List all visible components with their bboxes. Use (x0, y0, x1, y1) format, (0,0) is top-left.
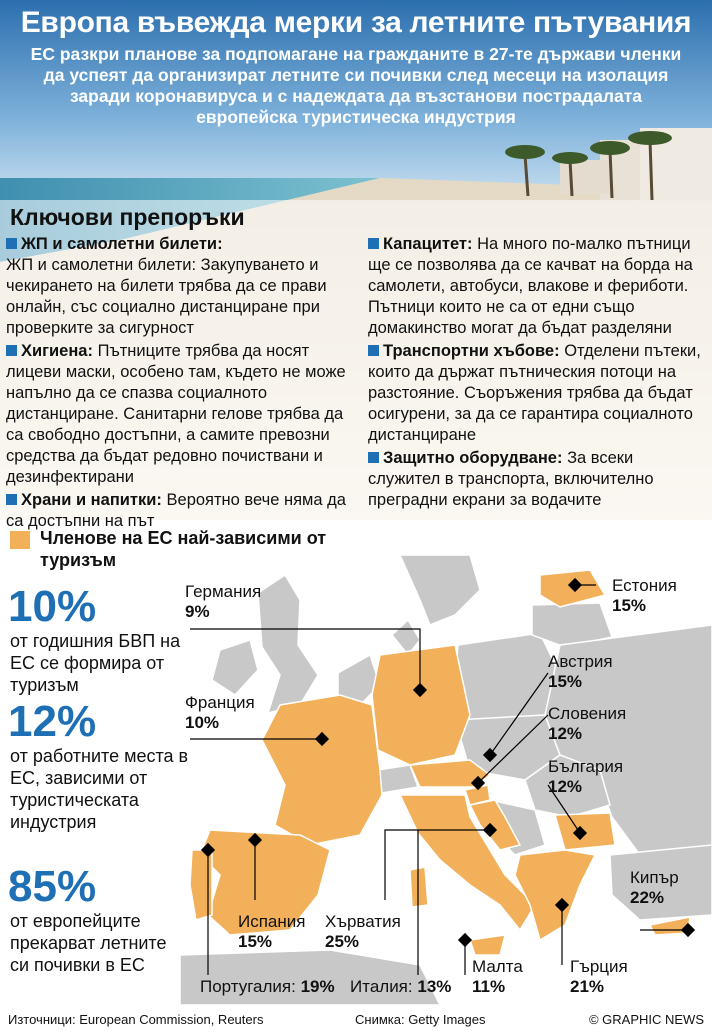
stat-gdp-value: 10% (8, 582, 97, 631)
recommendation-title: Хигиена: (21, 342, 93, 360)
country-name: Кипър (630, 868, 679, 887)
country-value: 9% (185, 602, 210, 621)
label-germany (185, 582, 261, 622)
bullet-square-icon (368, 452, 379, 463)
map-ireland (212, 640, 258, 695)
map-scandinavia (400, 555, 480, 625)
bullet-square-icon (6, 494, 17, 505)
photo-credit: Снимка: Getty Images (355, 1012, 486, 1027)
map-portugal (190, 850, 212, 920)
country-name: Германия (185, 582, 262, 601)
country-value: 10% (185, 713, 220, 732)
map-sardinia (410, 867, 428, 907)
page-title: Европа въвежда мерки за летните пътувания (20, 6, 692, 39)
recommendation-title: Храни и напитки: (21, 491, 162, 509)
recommendation-title: Защитно оборудване: (383, 449, 563, 467)
recommendation-text: Пътниците трябва да носят лицеви маски, особено там, където не може напълно да се спазва социалното дистанциране. Санитарни гелове трябва да са свободно достъпни, а самите превозни средства да бъдат редовно почиствани и дезинфектирани (6, 342, 346, 486)
recommendation-title: ЖП и самолетни билети: (21, 235, 223, 253)
recommendation-title: Капацитет: (383, 235, 473, 253)
stat-holidays-text: от европейците прекарват летните си почивки в ЕС (10, 911, 167, 975)
map-greece (515, 850, 595, 940)
label-malta (472, 957, 523, 997)
recommendation-equipment (368, 448, 708, 511)
recommendation-hubs (368, 341, 708, 446)
recommendations-right-column (368, 234, 708, 513)
recommendation-tickets (6, 234, 358, 339)
bullet-square-icon (368, 345, 379, 356)
stat-jobs-value: 12% (8, 697, 97, 746)
recommendation-capacity (368, 234, 708, 339)
recommendations-left-column (6, 234, 358, 534)
country-value: 21% (570, 977, 605, 996)
label-italy (350, 977, 451, 997)
recommendation-hygiene (6, 341, 358, 488)
marker-malta (458, 933, 472, 947)
label-estonia (612, 576, 677, 616)
recommendation-food (6, 490, 358, 532)
country-value: 25% (325, 932, 360, 951)
map-france (262, 695, 382, 845)
country-name: Словения (548, 704, 627, 723)
country-value: 11% (472, 977, 506, 996)
recommendation-text: ЖП и самолетни билети: Закупуването и чекирането на билети трябва да се прави онлайн, със социално дистанциране при проверките за сигурност (6, 256, 327, 337)
sources-text: Източници: European Commission, Reuters (8, 1012, 264, 1027)
country-name: Австрия (548, 652, 613, 671)
label-portugal (200, 977, 335, 997)
recommendation-text: Отделени пътеки, които да държат пътническия потоци на разстояние. Съоръжения трябва да бъдат осигурени, за да се гарантира социалното дистанциране (368, 342, 701, 444)
legend-label: Членове на ЕС най-зависими от туризъм (40, 528, 327, 570)
label-spain (238, 912, 305, 952)
country-name: България (548, 757, 624, 776)
country-name: Хърватия (325, 912, 401, 931)
map-uk (258, 575, 318, 713)
recommendation-text: За всеки служител в транспорта, включително преградни екрани за водачите (368, 449, 654, 509)
country-name: Португалия: (200, 977, 296, 996)
country-name: Италия: (350, 977, 413, 996)
country-name: Гърция (570, 957, 628, 976)
country-name: Естония (612, 576, 677, 595)
graphic-news-credit: © GRAPHIC NEWS (588, 1012, 704, 1027)
bullet-square-icon (368, 238, 379, 249)
country-name: Франция (185, 693, 255, 712)
recommendations-heading: Ключови препоръки (10, 204, 245, 230)
country-value: 13% (417, 977, 452, 996)
map-poland (455, 633, 560, 720)
bullet-square-icon (6, 238, 17, 249)
map-germany (372, 645, 470, 765)
label-greece (570, 957, 628, 997)
country-value: 22% (630, 888, 665, 907)
map-sicily (470, 935, 505, 955)
country-value: 12% (548, 777, 583, 796)
label-bulgaria (548, 757, 623, 797)
footer (0, 1010, 712, 1032)
bullet-square-icon (6, 345, 17, 356)
label-slovenia (548, 704, 626, 744)
country-name: Малта (472, 957, 523, 976)
country-value: 19% (300, 977, 335, 996)
label-croatia (325, 912, 401, 952)
stat-holidays-value: 85% (8, 862, 97, 911)
country-name: Испания (238, 912, 306, 931)
recommendation-text: На много по-малко пътници ще се позволява да се качват на борда на самолети, автобуси, влакове и фериботи. Пътници които не са от едни също домакинство могат да бъдат разделяни (368, 235, 693, 337)
stat-gdp-text: от годишния БВП на ЕС се формира от туризъм (10, 631, 181, 695)
country-value: 15% (238, 932, 273, 951)
country-value: 15% (612, 596, 647, 615)
country-value: 12% (548, 724, 583, 743)
stat-jobs-text: от работните места в ЕС, зависими от туристическата индустрия (10, 746, 189, 832)
recommendation-text: Вероятно вече няма да са достъпни на път (6, 491, 346, 530)
label-france (185, 693, 255, 733)
label-cyprus (630, 868, 679, 908)
label-austria (548, 652, 613, 692)
country-value: 15% (548, 672, 583, 691)
legend-swatch (10, 531, 30, 549)
recommendation-title: Транспортни хъбове: (383, 342, 560, 360)
page-subtitle: ЕС разкри планове за подпомагане на гражданите в 27-те държави членки да успеят да организират летните си почивки след месеци на изолация заради коронавируса и с надеждата да възстанови пострадалата европейска туристическа индустрия (30, 44, 682, 127)
